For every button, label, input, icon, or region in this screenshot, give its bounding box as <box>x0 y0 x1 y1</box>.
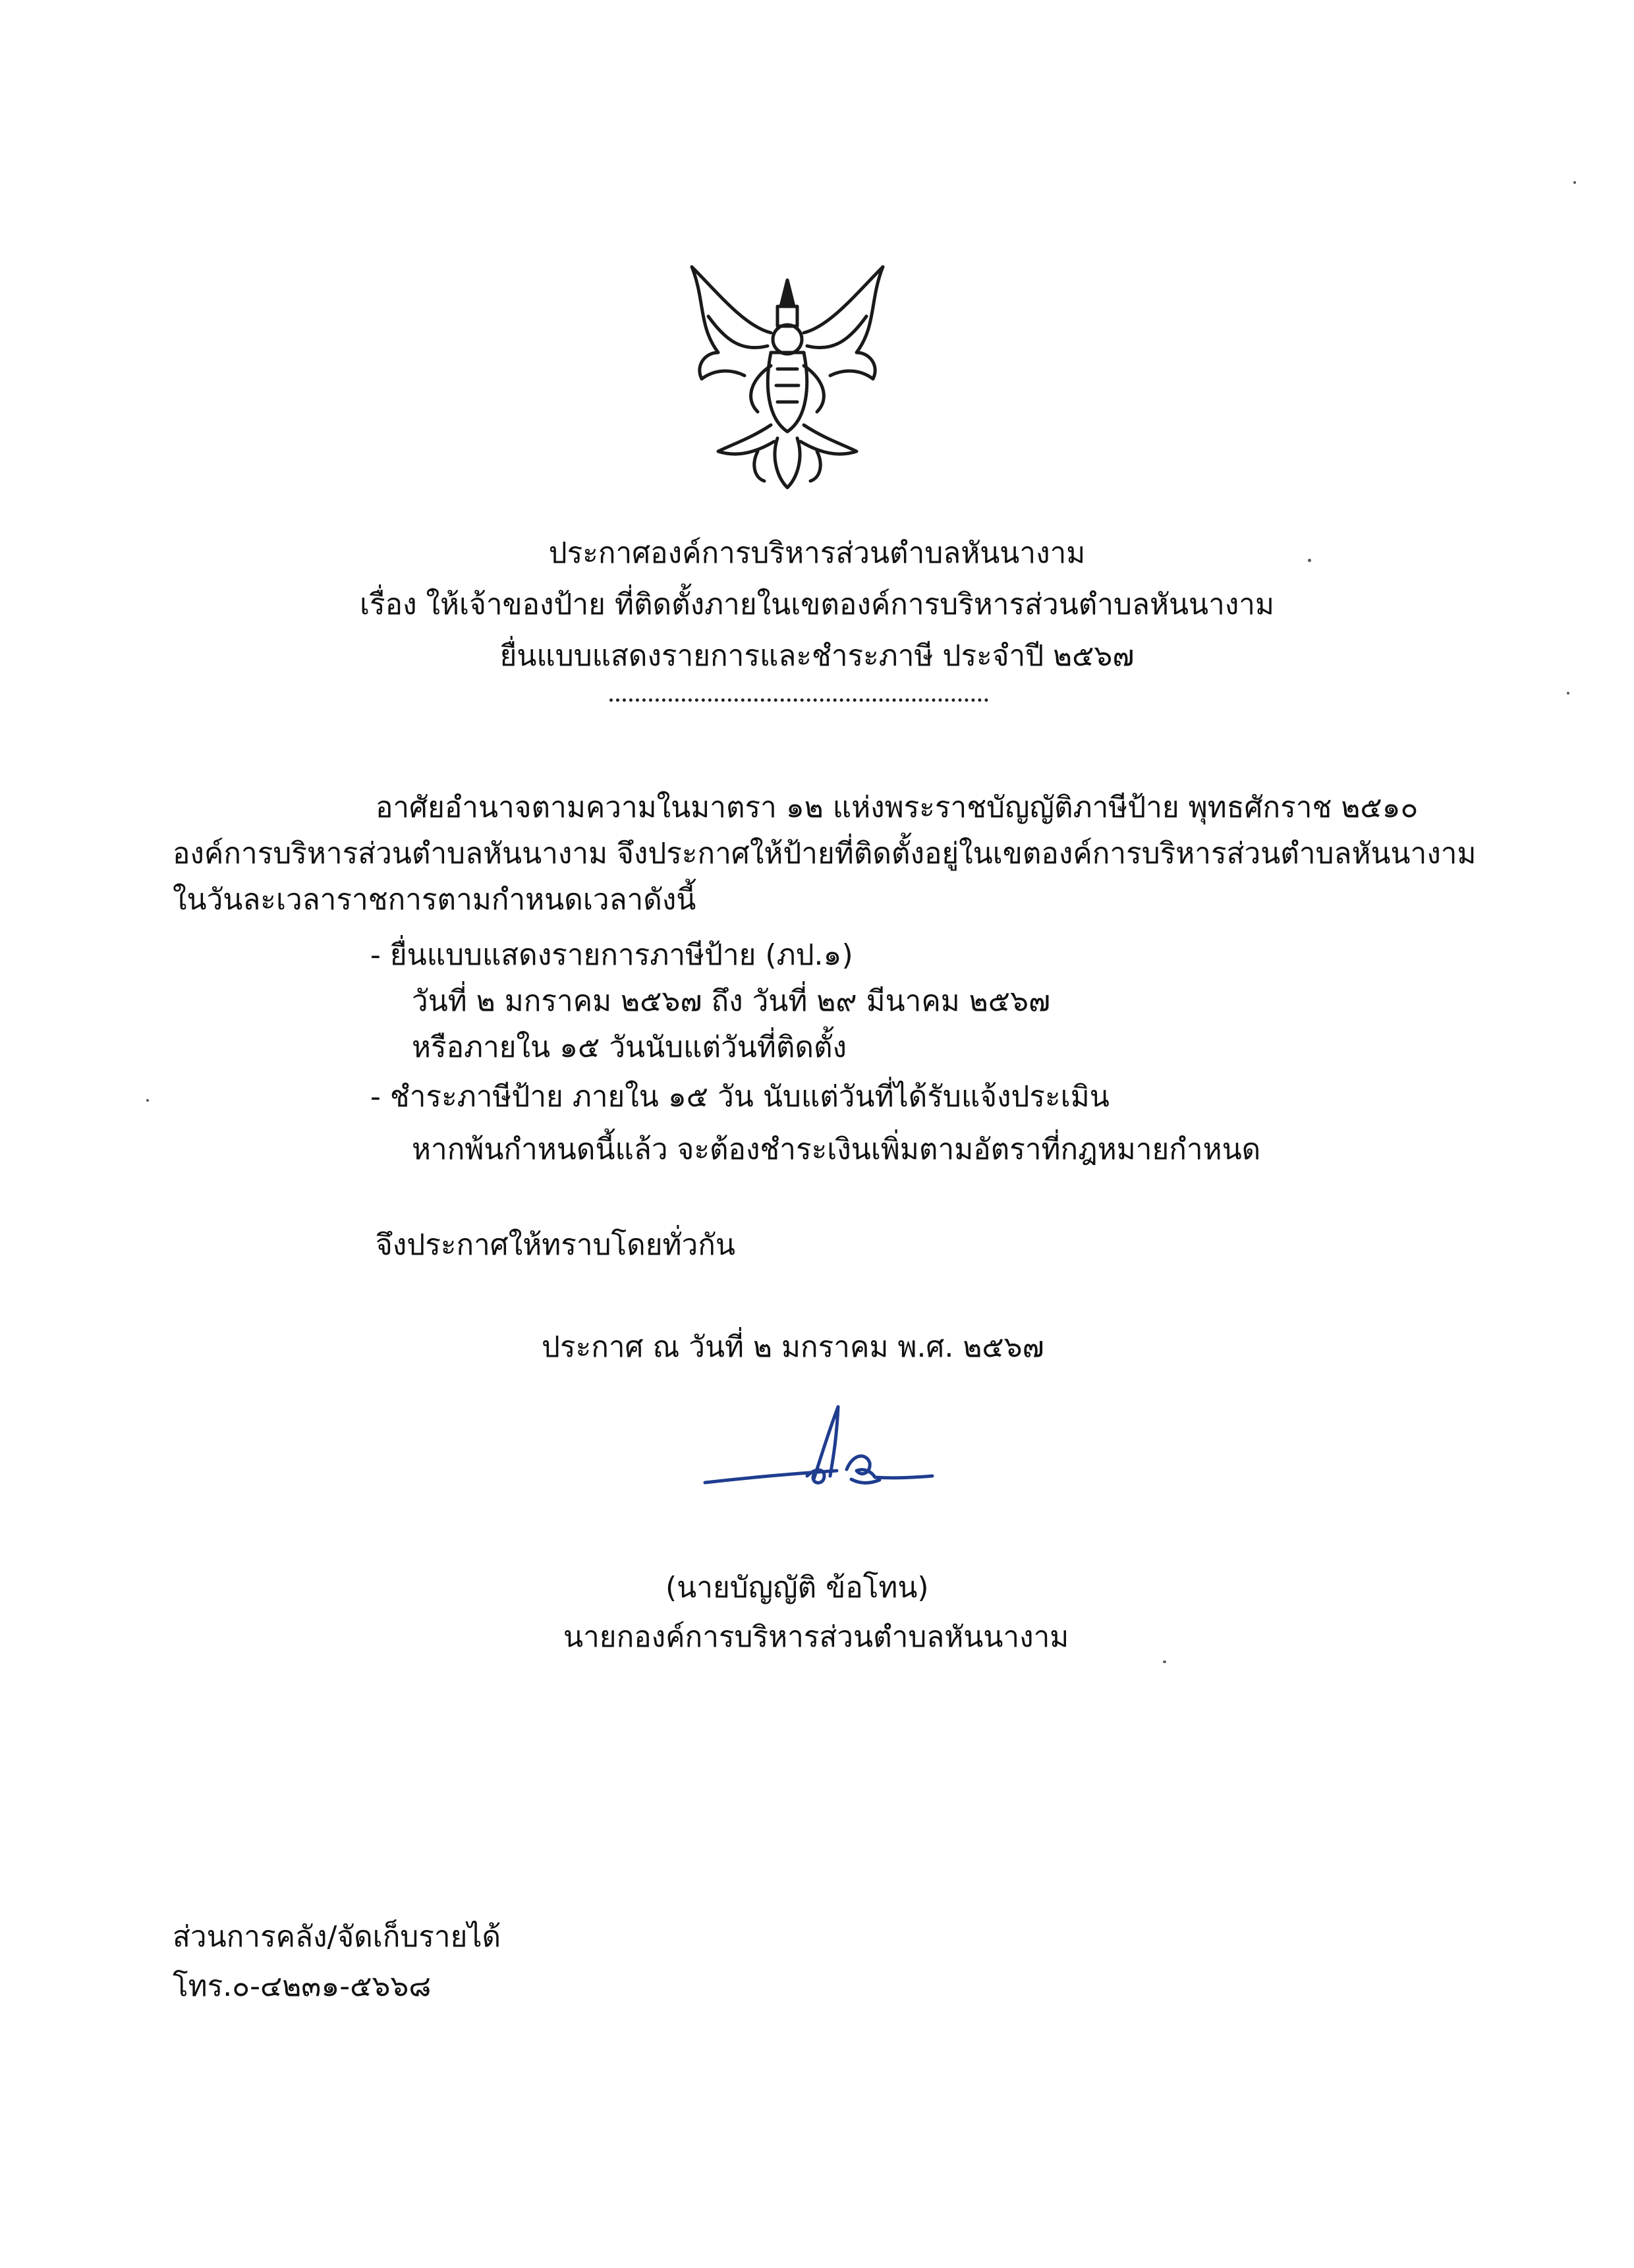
paragraph-line-3: ในวันละเวลาราชการตามกำหนดเวลาดังนี้ <box>173 883 696 917</box>
garuda-emblem-icon <box>679 254 896 497</box>
paragraph-line-1: อาศัยอำนาจตามความในมาตรา ๑๒ แห่งพระราชบัญญัติภาษีป้าย พุทธศักราช ๒๕๑๐ <box>376 791 1419 824</box>
header-divider <box>609 685 988 702</box>
schedule-item-payment: - ชำระภาษีป้าย ภายใน ๑๕ วัน นับแต่วันที่ได้รับแจ้งประเมิน <box>370 1080 1110 1114</box>
announcement-date: ประกาศ ณ วันที่ ๒ มกราคม พ.ศ. ๒๕๖๗ <box>542 1330 1044 1364</box>
schedule-item-payment-penalty: หากพ้นกำหนดนี้แล้ว จะต้องชำระเงินเพิ่มตามอัตราที่กฎหมายกำหนด <box>412 1133 1261 1166</box>
department-name: ส่วนการคลัง/จัดเก็บรายได้ <box>173 1920 501 1954</box>
paragraph-line-2: องค์การบริหารส่วนตำบลหันนางาม จึงประกาศให้ป้ายที่ติดตั้งอยู่ในเขตองค์การบริหารส่วนตำบลหันนางาม <box>173 837 1477 870</box>
scan-speck <box>146 1099 149 1102</box>
scan-speck <box>1308 559 1311 562</box>
schedule-item-filing: - ยื่นแบบแสดงรายการภาษีป้าย (ภป.๑) <box>370 938 853 972</box>
announcement-title: ประกาศองค์การบริหารส่วนตำบลหันนางาม <box>548 536 1086 570</box>
scan-speck <box>1567 692 1569 695</box>
schedule-item-filing-dates: วันที่ ๒ มกราคม ๒๕๖๗ ถึง วันที่ ๒๙ มีนาคม ๒๕๖๗ <box>412 984 1051 1018</box>
announcement-subject: เรื่อง ให้เจ้าของป้าย ที่ติดตั้งภายในเขตองค์การบริหารส่วนตำบลหันนางาม <box>359 588 1275 621</box>
schedule-item-filing-alt: หรือภายใน ๑๕ วันนับแต่วันที่ติดตั้ง <box>412 1031 847 1064</box>
scan-speck <box>1163 1660 1166 1663</box>
scan-speck <box>1573 181 1576 184</box>
department-phone: โทร.๐-๔๒๓๑-๕๖๖๘ <box>173 1970 432 2003</box>
signature <box>698 1397 936 1502</box>
signatory-name: (นายบัญญัติ ข้อโทน) <box>665 1571 929 1604</box>
closing-statement: จึงประกาศให้ทราบโดยทั่วกัน <box>376 1228 735 1262</box>
announcement-subject-line2: ยื่นแบบแสดงรายการและชำระภาษี ประจำปี ๒๕๖๗ <box>499 639 1135 673</box>
signatory-position: นายกองค์การบริหารส่วนตำบลหันนางาม <box>563 1620 1069 1654</box>
